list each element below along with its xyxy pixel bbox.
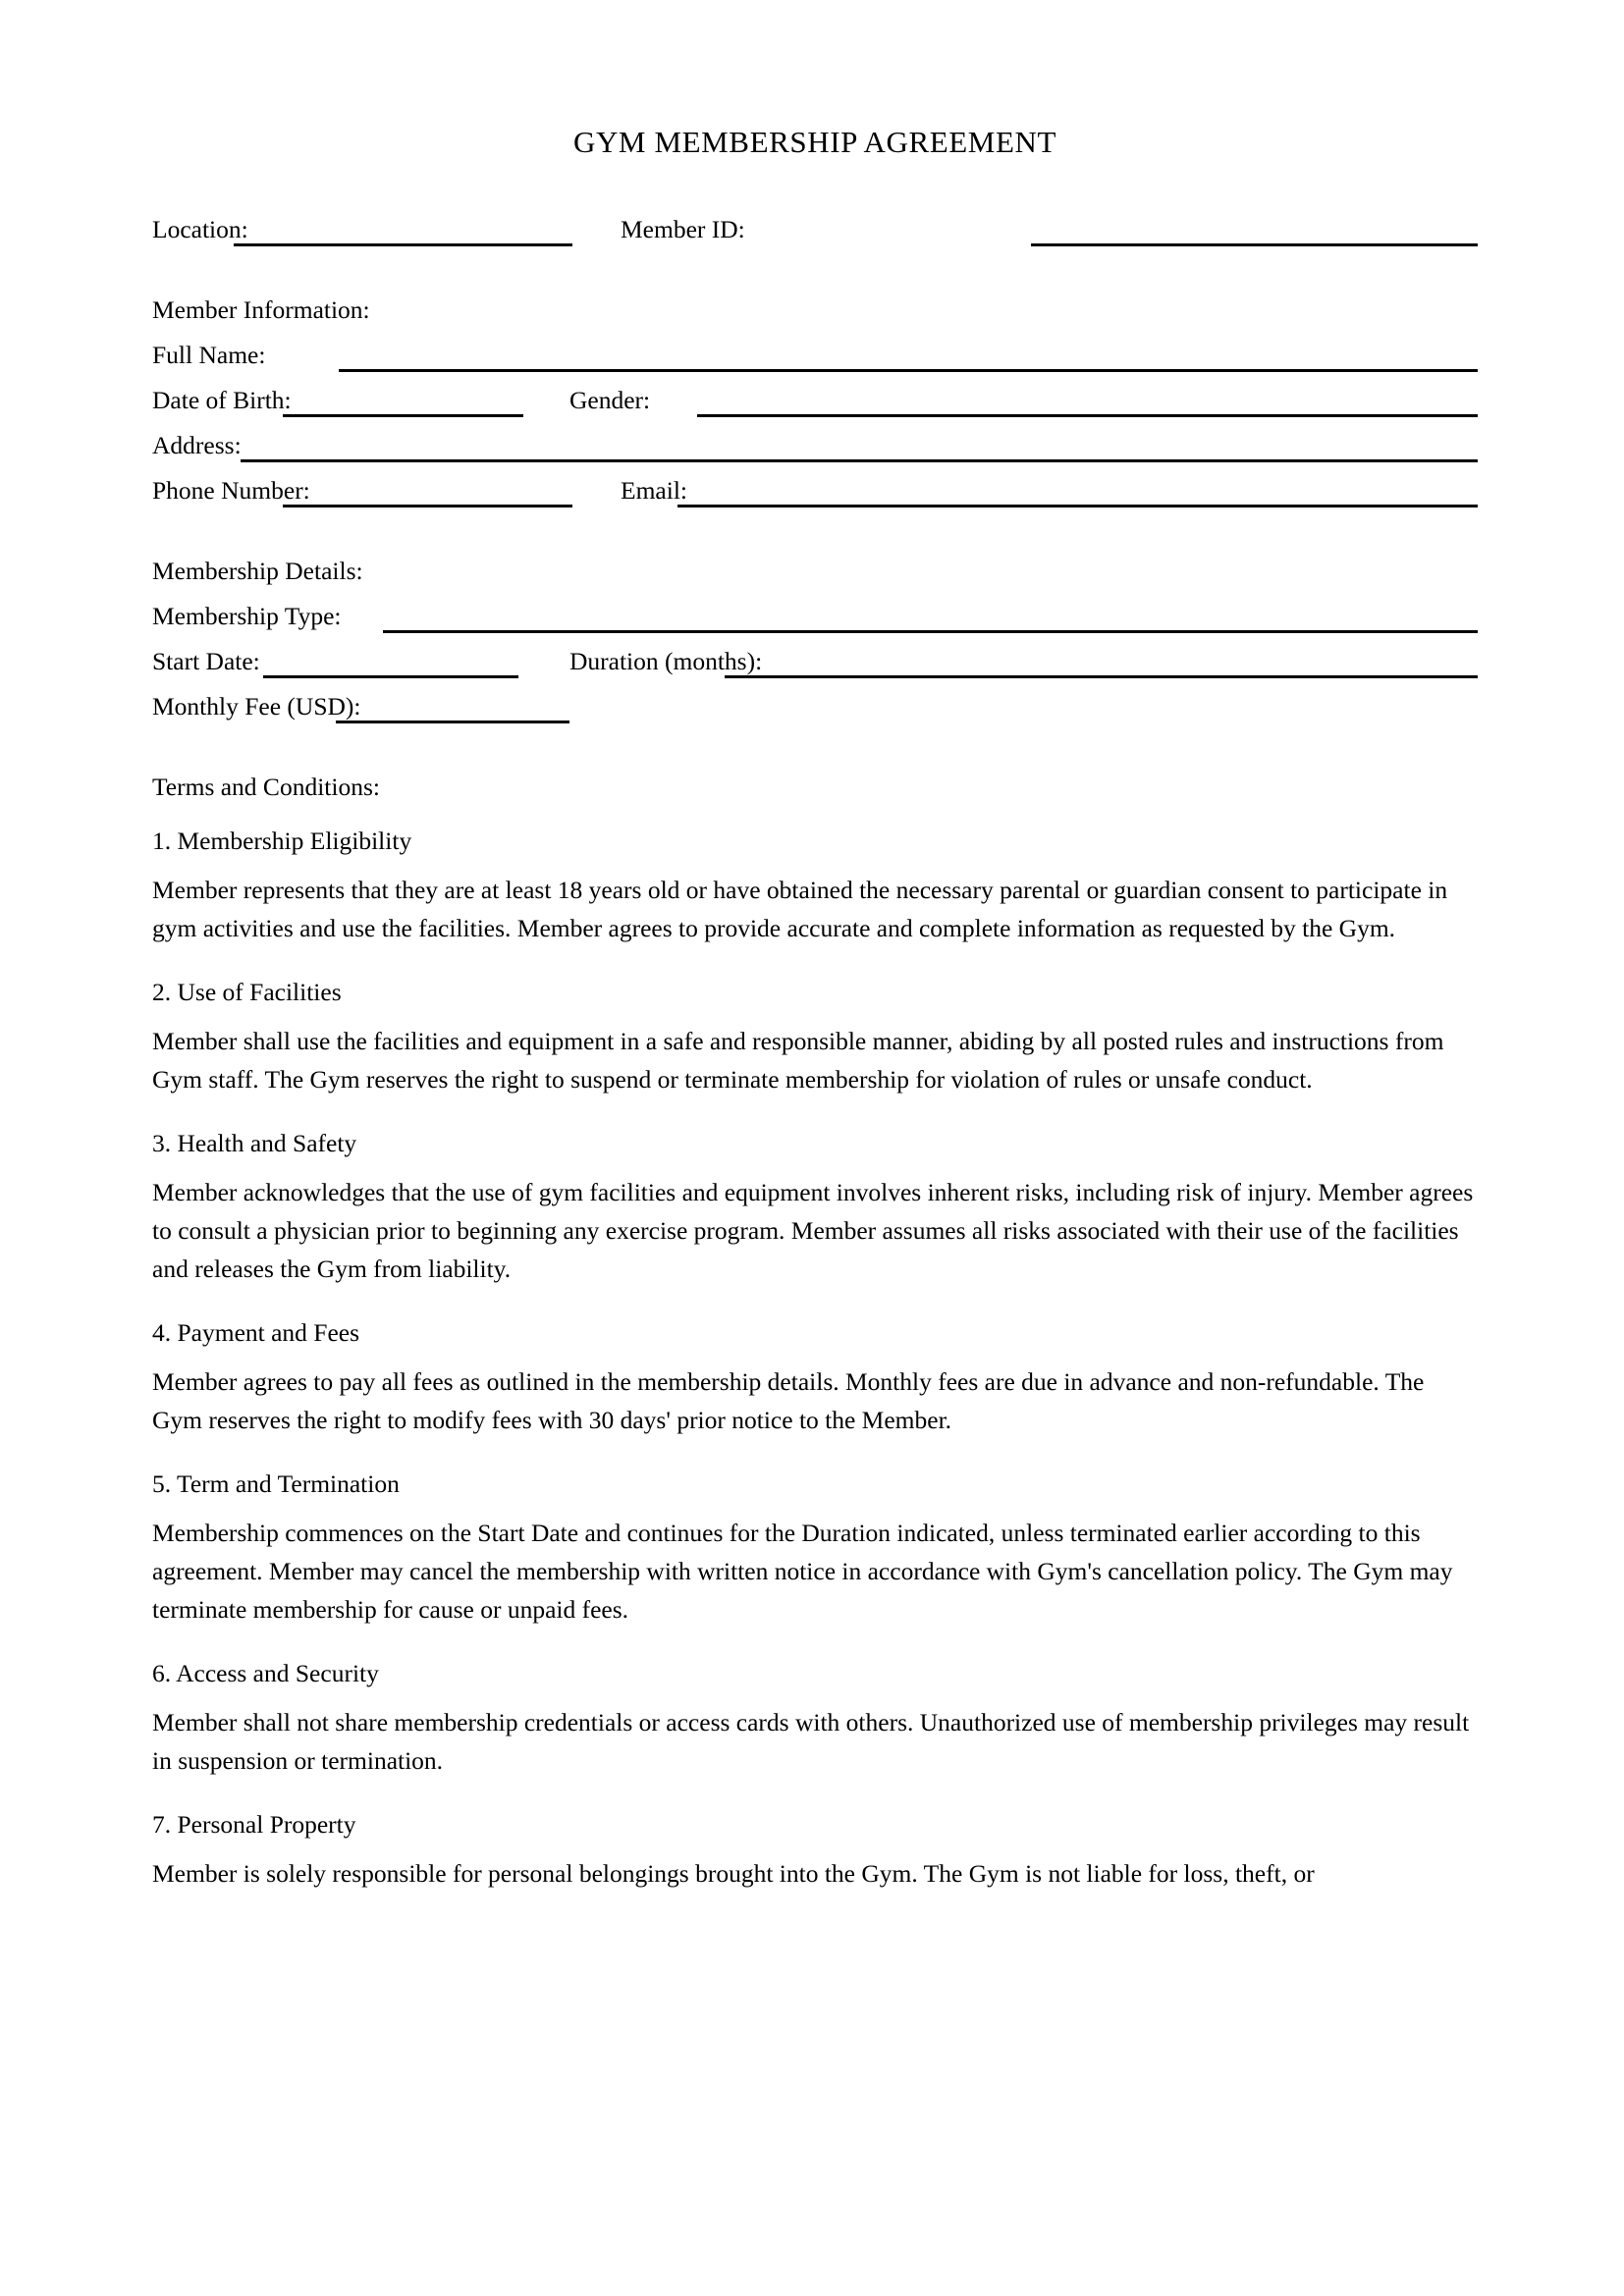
clause-body: Member shall use the facilities and equipment in a safe and responsible manner, abiding by all posted rules and instructions from Gym staff. The Gym reserves the right to suspend or terminate membership for violation of rules or unsafe conduct. [152, 1027, 1444, 1095]
clause-body: Member shall not share membership credentials or access cards with others. Unauthorized use of membership privileges may result in suspension or termination. [152, 1708, 1470, 1776]
membership-type-input-rule[interactable] [383, 630, 1478, 633]
terms-clause [152, 1313, 1478, 1439]
membership-type-row [152, 594, 1478, 639]
full-name-row [152, 333, 1478, 378]
clause-title: 2. Use of Facilities [152, 978, 342, 1007]
start-date-label: Start Date: [152, 647, 260, 676]
duration-input-rule[interactable] [725, 675, 1478, 678]
clause-body: Member represents that they are at least 18 years old or have obtained the necessary parental or guardian consent to participate in gym activities and use the facilities. Member agrees to provide accurate and complete information as requested by the Gym. [152, 876, 1448, 943]
address-label: Address: [152, 431, 242, 460]
clause-body: Membership commences on the Start Date and continues for the Duration indicated, unless terminated earlier according to this agreement. Member may cancel the membership with written notice in accordance with Gym's cancellation policy. The Gym may terminate membership for cause or unpaid fees. [152, 1519, 1453, 1625]
member-information-heading: Member Information: [152, 295, 370, 325]
monthly-fee-row [152, 684, 1478, 729]
clause-title: 1. Membership Eligibility [152, 827, 412, 856]
terms-heading: Terms and Conditions: [152, 773, 380, 802]
clause-title: 3. Health and Safety [152, 1129, 357, 1158]
date-of-birth-input-rule[interactable] [283, 414, 523, 417]
clause-body: Member is solely responsible for personal belongings brought into the Gym. The Gym is not liable for loss, theft, or [152, 1859, 1315, 1889]
full-name-label: Full Name: [152, 341, 266, 370]
email-input-rule[interactable] [677, 505, 1478, 507]
phone-number-input-rule[interactable] [283, 505, 572, 507]
monthly-fee-input-rule[interactable] [336, 721, 569, 723]
member-id-label: Member ID: [621, 215, 745, 244]
section-gap-member-info [152, 252, 1478, 288]
date-of-birth-row [152, 378, 1478, 423]
clause-title: 4. Payment and Fees [152, 1318, 360, 1348]
clause-title: 6. Access and Security [152, 1659, 379, 1688]
address-row [152, 423, 1478, 468]
clause-body: Member acknowledges that the use of gym facilities and equipment involves inherent risks, including risk of injury. Member agrees to consult a physician prior to beginning any exercise program. Member assumes all risks associated with their use of the facilities and releases the Gym from liability. [152, 1178, 1474, 1284]
phone-number-label: Phone Number: [152, 476, 310, 506]
terms-clause [152, 822, 1478, 947]
membership-details-heading: Membership Details: [152, 557, 363, 586]
document-content [152, 0, 1478, 1893]
terms-clause [152, 1654, 1478, 1780]
header-field-row [152, 207, 1478, 252]
gender-label: Gender: [569, 386, 651, 415]
duration-label: Duration (months): [569, 647, 763, 676]
location-label: Location: [152, 215, 248, 244]
gender-input-rule[interactable] [697, 414, 1478, 417]
clause-title: 5. Term and Termination [152, 1469, 400, 1499]
page-title: GYM MEMBERSHIP AGREEMENT [572, 125, 1057, 159]
monthly-fee-label: Monthly Fee (USD): [152, 692, 361, 721]
title-spacer [152, 160, 1478, 207]
terms-clause [152, 1465, 1478, 1629]
clause-body: Member agrees to pay all fees as outlined in the membership details. Monthly fees are due in advance and non-refundable. The Gym reserves the right to modify fees with 30 days' prior notice to the Member. [152, 1367, 1425, 1435]
location-input-rule[interactable] [234, 243, 572, 246]
member-id-input-rule[interactable] [1031, 243, 1478, 246]
section-gap-terms [152, 729, 1478, 765]
terms-clause [152, 1805, 1478, 1893]
start-date-input-rule[interactable] [263, 675, 518, 678]
address-input-rule[interactable] [241, 459, 1478, 462]
email-label: Email: [621, 476, 687, 506]
section-gap-membership-details [152, 513, 1478, 549]
clause-title: 7. Personal Property [152, 1810, 356, 1840]
membership-type-label: Membership Type: [152, 602, 342, 631]
full-name-input-rule[interactable] [339, 369, 1478, 372]
start-date-row [152, 639, 1478, 684]
date-of-birth-label: Date of Birth: [152, 386, 292, 415]
terms-clause [152, 1124, 1478, 1288]
terms-clause [152, 973, 1478, 1098]
phone-number-row [152, 468, 1478, 513]
